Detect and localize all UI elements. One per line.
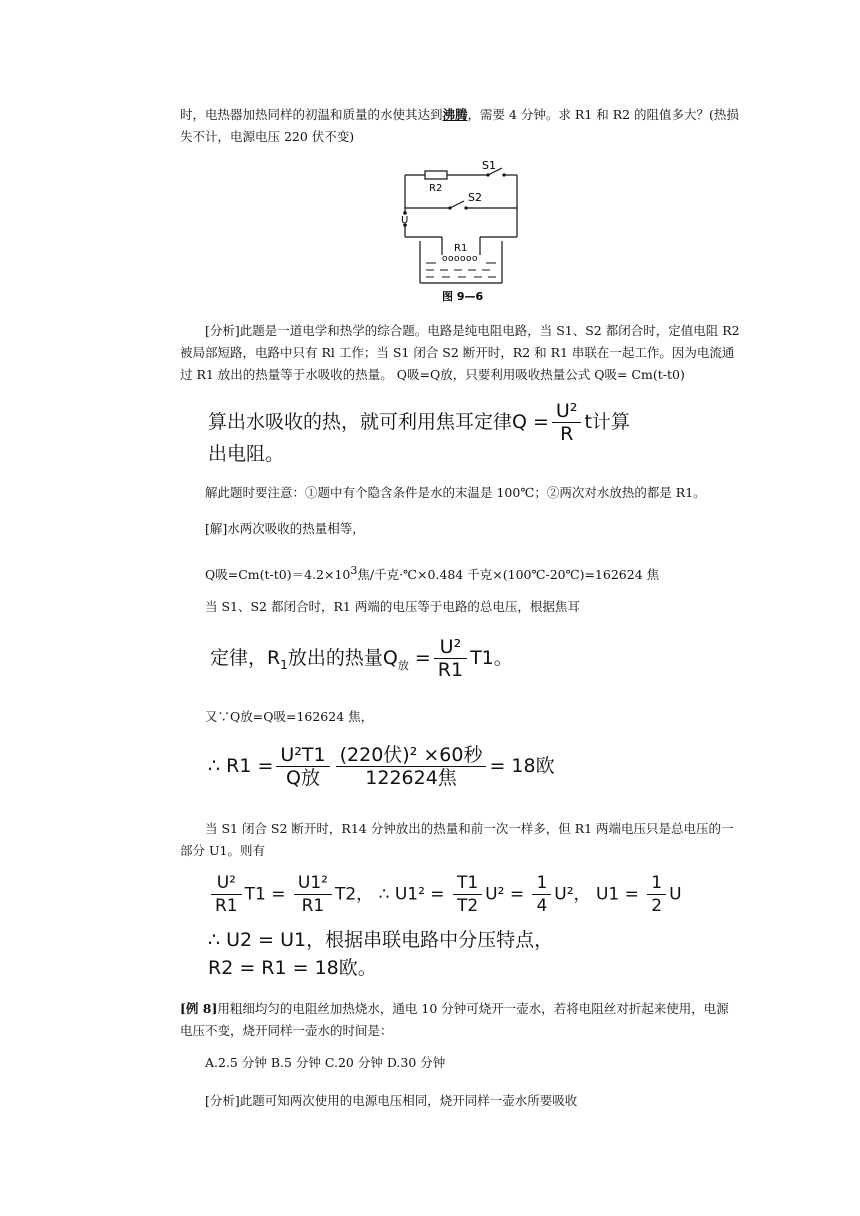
voltage-paragraph: 当 S1、S2 都闭合时，R1 两端的电压等于电路的总电压，根据焦耳 (205, 599, 580, 614)
formula-r1-result: ∴ R1 = $\frac{\text{U²T1}}{\text{Q放}}$ $\frac{\text{(220伏)² ×60秒}}{\text{122624焦}}$ = 18欧 (208, 744, 555, 789)
answer-options: A.2.5 分钟 B.5 分钟 C.20 分钟 D.30 分钟 (205, 1055, 446, 1070)
also-paragraph: 又∵Q放=Q吸=162624 焦， (205, 709, 374, 724)
figure-caption: 图 9—6 (442, 290, 484, 303)
label-r1: R1 (454, 243, 468, 254)
circuit-diagram (390, 155, 530, 305)
analysis-paragraph-2: [分析]此题可知两次使用的电源电压相同，烧开同样一壶水所要吸收 (205, 1093, 578, 1108)
solution-intro: [解]水两次吸收的热量相等， (205, 521, 365, 536)
formula-joule-law-line2: 出电阻。 (208, 443, 285, 465)
formula-voltage-ratio: $\frac{\text{U²}}{R1}$ T1 = $\frac{\text{U1²}}{R1}$ T2， ∴ U1² = $\frac{T1}{T2}$ U² = $\frac{1}{4}$ U²， U1 = $\frac{1}{2}$ U (208, 872, 682, 917)
heat-calculation: Q吸$=Cm(t-t0)=4.2\times 10^3$焦/千克·℃×0.484 千克×(100℃-20℃)=162624 焦 (205, 564, 660, 583)
s2-open-paragraph: 当 S1 闭合 S2 断开时，R14 分钟放出的热量和前一次一样多，但 R1 两端电压只是总电压的一部分 U1。则有 (180, 821, 734, 858)
example-8: [例 8]用粗细均匀的电阻丝加热烧水，通电 10 分钟可烧开一壶水，若将电阻丝对折起来使用，电源电压不变，烧开同样一壶水的时间是： (180, 1001, 729, 1038)
note-paragraph: 解此题时要注意：①题中有个隐含条件是水的末温是 100℃；②两次对水放热的都是 R1。 (205, 485, 706, 500)
formula-heat-released: 定律，$R_1$放出的热量$Q_放$ = $\frac{\text{U²}}{R1}$ T1。 (210, 636, 513, 681)
formula-joule-law: 算出水吸收的热，就可利用焦耳定律Q = $\frac{\text{U²}}{R}$ t计算 (208, 400, 630, 445)
analysis-paragraph: [分析]此题是一道电学和热学的综合题。电路是纯电阻电路，当 S1、S2 都闭合时，定值电阻 R2 被局部短路，电路中只有 Rl 工作；当 S1 闭合 S2 断开时，R2 和 R1 串联在一起工作。因为电流通过 R1 放出的热量等于水吸收的热量。 Q吸=Q放，只要利用吸收热量公式 Q吸= Cm(t-t0) (180, 323, 740, 382)
heating-coil: oooooo (442, 254, 479, 264)
label-s1: S1 (482, 159, 496, 172)
formula-r2-result: R2 = R1 = 18欧。 (208, 957, 377, 979)
label-s2: S2 (468, 191, 482, 204)
example-8-label: [例 8] (180, 1001, 218, 1016)
keyword-boiling[interactable]: 沸腾 (442, 107, 468, 122)
label-r2: R2 (429, 183, 443, 194)
formula-series-line: ∴ U2 = U1，根据串联电路中分压特点， (208, 929, 554, 951)
problem-intro: 时，电热器加热同样的初温和质量的水使其达到沸腾，需要 4 分钟。求 R1 和 R2 的阻值多大？(热损失不计，电源电压 220 伏不变) (180, 107, 739, 144)
label-u: U (401, 215, 409, 226)
